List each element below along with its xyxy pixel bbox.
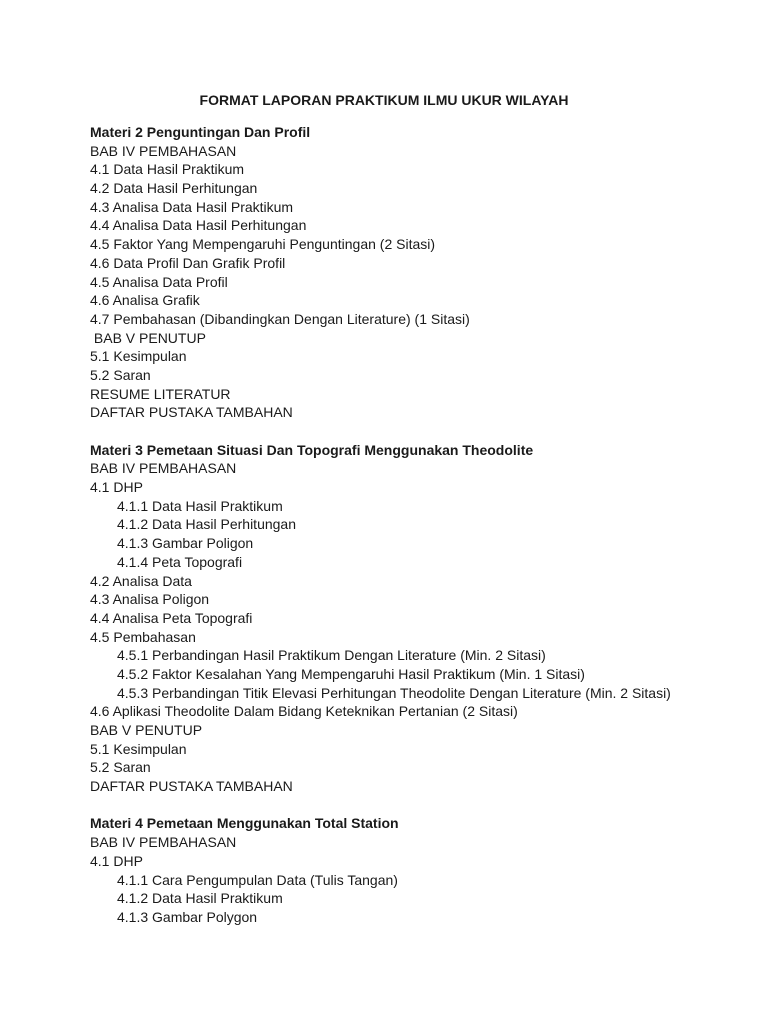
outline-subitem: 4.5.2 Faktor Kesalahan Yang Mempengaruhi Hasil Praktikum (Min. 1 Sitasi): [117, 665, 585, 682]
document-section: [90, 123, 750, 422]
outline-item: 4.6 Analisa Grafik: [90, 292, 200, 309]
outline-item: 4.3 Analisa Data Hasil Praktikum: [90, 198, 294, 215]
outline-subitem: 4.1.2 Data Hasil Praktikum: [117, 890, 283, 907]
outline-item: BAB V PENUTUP: [90, 329, 206, 346]
section-heading: Materi 4 Pemetaan Menggunakan Total Station: [90, 815, 399, 832]
document-title: FORMAT LAPORAN PRAKTIKUM ILMU UKUR WILAYAH: [199, 92, 569, 108]
outline-item: 4.1 Data Hasil Praktikum: [90, 161, 245, 178]
outline-item: 5.1 Kesimpulan: [90, 348, 187, 365]
outline-item: BAB IV PEMBAHASAN: [90, 142, 237, 159]
outline-item: 4.5 Analisa Data Profil: [90, 273, 228, 290]
outline-item: 5.1 Kesimpulan: [90, 740, 187, 757]
outline-item: 4.2 Data Hasil Perhitungan: [90, 180, 258, 197]
outline-item: DAFTAR PUSTAKA TAMBAHAN: [90, 778, 293, 795]
outline-item: RESUME LITERATUR: [90, 385, 231, 402]
section-heading: Materi 2 Penguntingan Dan Profil: [90, 124, 311, 140]
outline-subitem: 4.1.3 Gambar Polygon: [117, 908, 258, 925]
outline-item: BAB IV PEMBAHASAN: [90, 834, 237, 851]
outline-subitem: 4.1.2 Data Hasil Perhitungan: [117, 516, 296, 533]
outline-item: 4.5 Faktor Yang Mempengaruhi Penguntingan (2 Sitasi): [90, 236, 436, 253]
outline-item: 4.3 Analisa Poligon: [90, 591, 210, 608]
outline-subitem: 4.1.4 Peta Topografi: [117, 553, 243, 570]
outline-item: 4.7 Pembahasan (Dibandingkan Dengan Literature) (1 Sitasi): [90, 310, 470, 327]
outline-item: 4.6 Data Profil Dan Grafik Profil: [90, 254, 286, 271]
outline-item: 4.4 Analisa Data Hasil Perhitungan: [90, 217, 307, 234]
document-section: [90, 814, 750, 926]
document-body: [90, 123, 750, 927]
outline-item: 5.2 Saran: [90, 759, 151, 776]
outline-item: 4.6 Aplikasi Theodolite Dalam Bidang Keteknikan Pertanian (2 Sitasi): [90, 703, 518, 720]
outline-item: BAB V PENUTUP: [90, 722, 203, 738]
section-heading: Materi 3 Pemetaan Situasi Dan Topografi Menggunakan Theodolite: [90, 441, 534, 458]
outline-subitem: 4.1.1 Cara Pengumpulan Data (Tulis Tangan): [117, 871, 398, 888]
outline-item: 4.4 Analisa Peta Topografi: [90, 609, 253, 626]
outline-subitem: 4.5.1 Perbandingan Hasil Praktikum Dengan Literature (Min. 2 Sitasi): [117, 647, 546, 664]
outline-item: 4.1 DHP: [90, 479, 143, 496]
outline-item: 4.2 Analisa Data: [90, 572, 192, 589]
outline-subitem: 4.1.3 Gambar Poligon: [117, 535, 254, 552]
outline-subitem: 4.1.1 Data Hasil Praktikum: [117, 497, 283, 514]
outline-item: 4.1 DHP: [90, 852, 143, 869]
outline-item: BAB IV PEMBAHASAN: [90, 460, 237, 477]
document-section: [90, 441, 750, 796]
outline-item: DAFTAR PUSTAKA TAMBAHAN: [90, 404, 293, 421]
outline-item: 4.5 Pembahasan: [90, 628, 196, 645]
outline-item: 5.2 Saran: [90, 366, 151, 383]
outline-subitem: 4.5.3 Perbandingan Titik Elevasi Perhitungan Theodolite Dengan Literature (Min. 2 Sitasi): [117, 684, 671, 701]
